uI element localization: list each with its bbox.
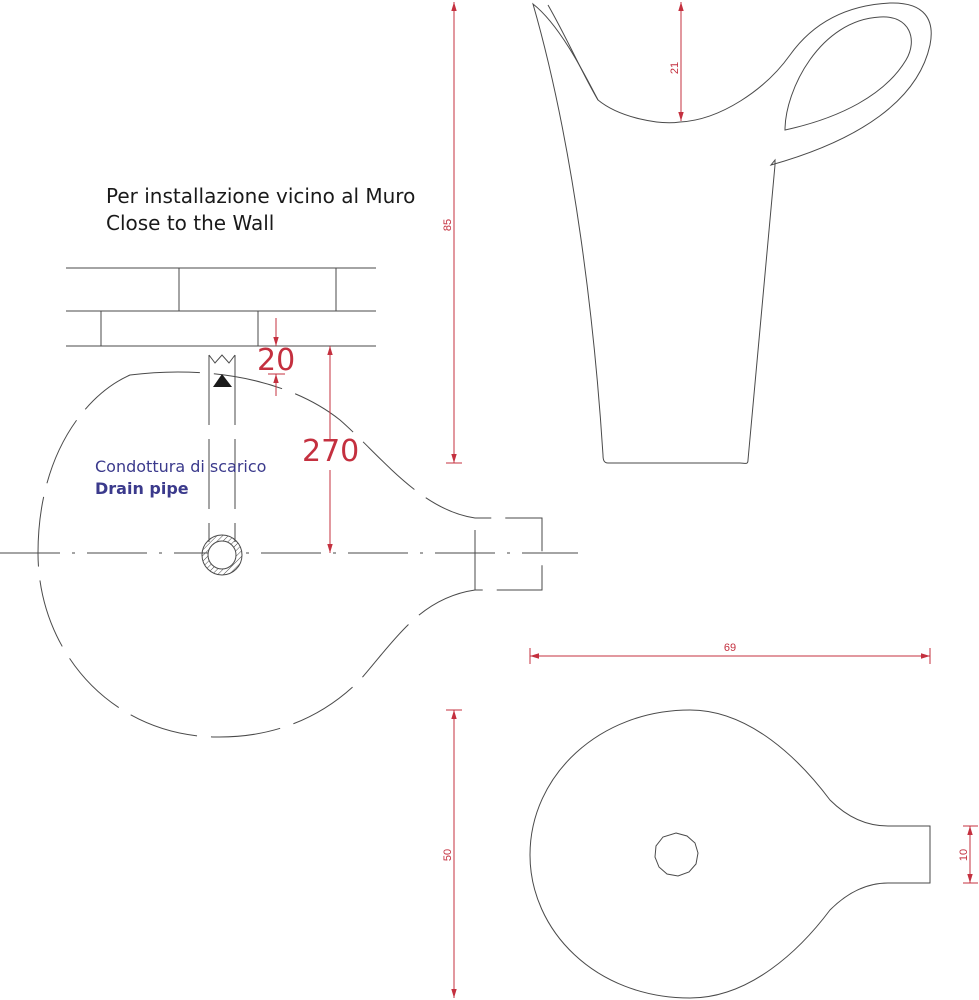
dim-wall-offset: [257, 318, 295, 396]
drain-label-en: Drain pipe: [95, 479, 189, 498]
dim-total-height: [442, 2, 462, 463]
dim-270-label: 270: [302, 434, 360, 469]
dim-21-label: 21: [669, 61, 681, 75]
basin-top-view: [530, 710, 930, 998]
dim-20-label: 20: [257, 343, 296, 378]
dim-pipe-to-wall: [302, 346, 359, 553]
drain-hole-icon: [655, 833, 698, 876]
dim-10-label: 10: [958, 848, 970, 862]
note-line-1: Per installazione vicino al Muro: [106, 184, 416, 208]
dim-69-label: 69: [723, 642, 737, 654]
dim-bowl-depth: [669, 2, 681, 121]
wall: [66, 268, 376, 346]
dim-spout-width: [958, 826, 978, 883]
basin-plan-installation: [0, 372, 578, 737]
basin-elevation: [533, 3, 931, 463]
dim-total-depth: [442, 710, 462, 998]
dim-total-width: [530, 642, 930, 664]
dim-85-label: 85: [442, 218, 454, 232]
dim-50-label: 50: [442, 848, 454, 862]
drain-label-it: Condottura di scarico: [95, 457, 267, 476]
note-line-2: Close to the Wall: [106, 211, 275, 235]
